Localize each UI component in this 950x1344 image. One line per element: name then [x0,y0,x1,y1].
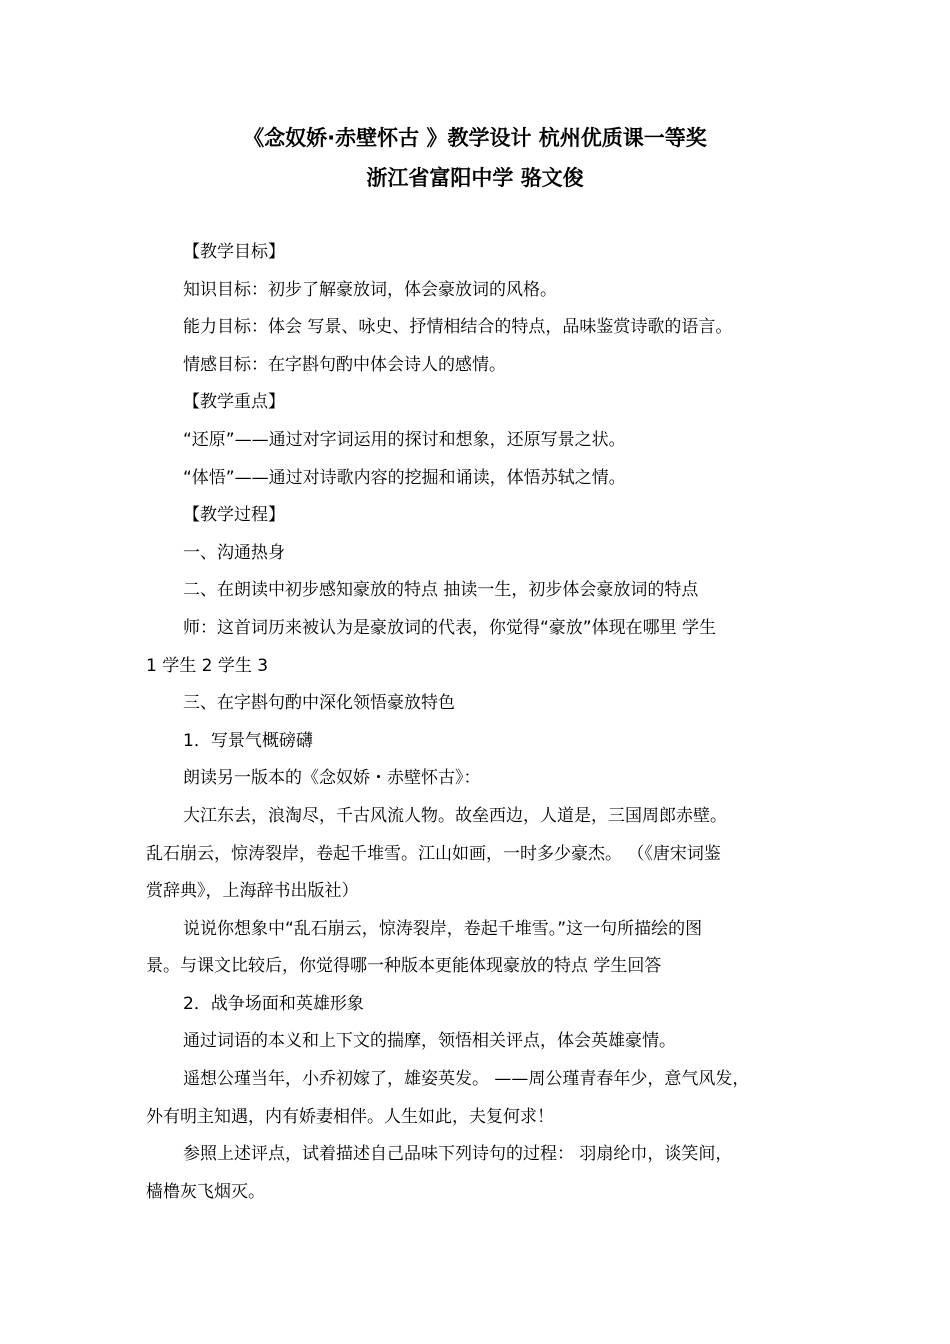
paragraph-line: 1 学生 2 学生 3 [146,655,269,676]
paragraph-line: 通过词语的本义和上下文的揣摩，领悟相关评点，体会英雄豪情。 [183,1031,676,1052]
paragraph-line: 赏辞典》，上海辞书出版社） [146,881,359,902]
paragraph-line: 外有明主知遇，内有娇妻相伴。人生如此，夫复何求！ [146,1106,554,1127]
document-body [146,234,826,1211]
paragraph-line: 一、沟通热身 [183,542,285,563]
paragraph-line: 景。与课文比较后，你觉得哪一种版本更能体现豪放的特点 学生回答 [146,956,662,977]
paragraph-line: “还原”——通过对字词运用的探讨和想象，还原写景之状。 [183,429,626,450]
paragraph-line: 樯橹灰飞烟灭。 [146,1181,265,1202]
paragraph-line: “体悟”——通过对诗歌内容的挖掘和诵读，体悟苏轼之情。 [183,467,626,488]
paragraph-line: 参照上述评点，试着描述自己品味下列诗句的过程： 羽扇纶巾，谈笑间， [183,1144,733,1165]
paragraph-line: 二、在朗读中初步感知豪放的特点 抽读一生，初步体会豪放词的特点 [183,580,699,601]
paragraph-line: 【教学目标】 [183,242,285,262]
paragraph-line: 大江东去，浪淘尽，千古风流人物。故垒西边，人道是，三国周郎赤壁。 [183,805,727,826]
paragraph-line: 三、在字斟句酌中深化领悟豪放特色 [183,693,455,714]
paragraph-line: 2．战争场面和英雄形象 [183,993,364,1014]
document-title: 《念奴娇·赤壁怀古 》教学设计 杭州优质课一等奖 [243,126,707,150]
paragraph-line: 乱石崩云，惊涛裂岸，卷起千堆雪。江山如画，一时多少豪杰。 （《唐宋词鉴 [146,843,721,864]
document-author: 浙江省富阳中学 骆文俊 [366,166,584,190]
paragraph-line: 师：这首词历来被认为是豪放词的代表，你觉得“豪放”体现在哪里 学生 [183,617,717,638]
paragraph-line: 1．写景气概磅礴 [183,730,313,751]
paragraph-line: 情感目标：在字斟句酌中体会诗人的感情。 [183,354,506,375]
paragraph-line: 【教学重点】 [183,392,285,413]
paragraph-line: 【教学过程】 [183,505,285,526]
paragraph-line: 知识目标：初步了解豪放词，体会豪放词的风格。 [183,279,557,300]
paragraph-line: 说说你想象中“乱石崩云，惊涛裂岸，卷起千堆雪。”这一句所描绘的图 [183,918,703,939]
paragraph-line: 能力目标：体会 写景、咏史、抒情相结合的特点，品味鉴赏诗歌的语言。 [183,317,733,338]
paragraph-line: 遥想公瑾当年，小乔初嫁了，雄姿英发。 ——周公瑾青春年少，意气风发， [183,1069,750,1090]
paragraph-line: 朗读另一版本的《念奴娇・赤壁怀古》： [183,768,481,789]
